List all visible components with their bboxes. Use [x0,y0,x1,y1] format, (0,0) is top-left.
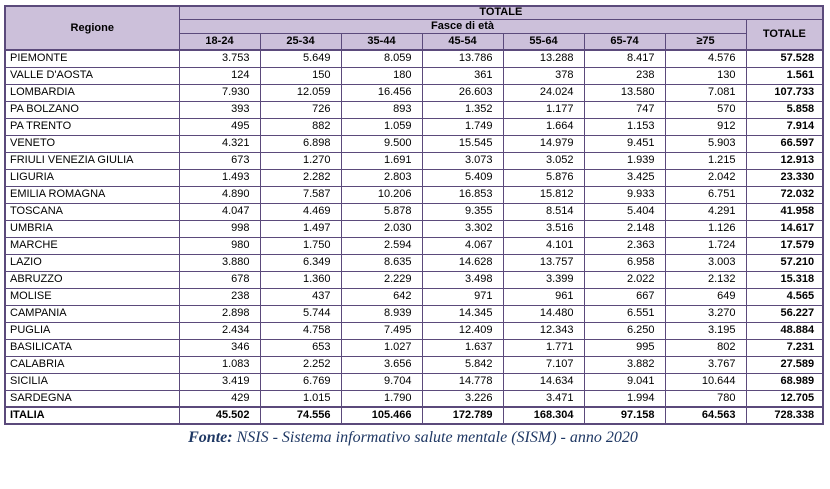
value-cell: 6.769 [260,373,341,390]
value-cell: 16.853 [422,186,503,203]
row-total-cell: 12.705 [746,390,823,407]
value-cell: 495 [179,118,260,135]
value-cell: 14.634 [503,373,584,390]
region-name: LIGURIA [5,169,179,186]
table-row [5,118,823,135]
value-cell: 4.469 [260,203,341,220]
row-total-cell: 66.597 [746,135,823,152]
value-cell: 7.107 [503,356,584,373]
value-cell: 150 [260,67,341,84]
row-total-cell: 56.227 [746,305,823,322]
value-cell: 673 [179,152,260,169]
region-name: UMBRIA [5,220,179,237]
table-row [5,101,823,118]
value-cell: 882 [260,118,341,135]
row-total-cell: 1.561 [746,67,823,84]
region-name: CAMPANIA [5,305,179,322]
value-cell: 6.898 [260,135,341,152]
table-header [5,6,823,50]
region-name: VENETO [5,135,179,152]
value-cell: 13.580 [584,84,665,101]
value-cell: 678 [179,271,260,288]
value-cell: 980 [179,237,260,254]
value-cell: 1.497 [260,220,341,237]
value-cell: 2.229 [341,271,422,288]
region-name: FRIULI VENEZIA GIULIA [5,152,179,169]
value-cell: 130 [665,67,746,84]
value-cell: 5.903 [665,135,746,152]
region-name: LOMBARDIA [5,84,179,101]
value-cell: 3.767 [665,356,746,373]
value-cell: 667 [584,288,665,305]
region-name: VALLE D'AOSTA [5,67,179,84]
value-cell: 346 [179,339,260,356]
value-cell: 3.753 [179,50,260,67]
table-row [5,50,823,67]
table-row [5,203,823,220]
value-cell: 361 [422,67,503,84]
value-cell: 6.551 [584,305,665,322]
value-cell: 3.471 [503,390,584,407]
table-row [5,152,823,169]
value-cell: 5.878 [341,203,422,220]
row-total-cell: 72.032 [746,186,823,203]
row-total-cell: 12.913 [746,152,823,169]
value-cell: 1.724 [665,237,746,254]
value-cell: 3.882 [584,356,665,373]
value-cell: 2.898 [179,305,260,322]
value-cell: 2.434 [179,322,260,339]
value-cell: 3.498 [422,271,503,288]
value-cell: 15.545 [422,135,503,152]
value-cell: 3.003 [665,254,746,271]
value-cell: 45.502 [179,407,260,424]
value-cell: 4.758 [260,322,341,339]
table-row [5,373,823,390]
value-cell: 1.664 [503,118,584,135]
value-cell: 1.153 [584,118,665,135]
value-cell: 6.349 [260,254,341,271]
row-total-cell: 7.914 [746,118,823,135]
totale-column-header: TOTALE [746,19,823,50]
source-text: NSIS - Sistema informativo salute mentale (SISM) - anno 2020 [236,429,638,446]
age-band-header: 65-74 [584,33,665,50]
value-cell: 105.466 [341,407,422,424]
value-cell: 642 [341,288,422,305]
row-total-cell: 728.338 [746,407,823,424]
value-cell: 24.024 [503,84,584,101]
value-cell: 2.252 [260,356,341,373]
value-cell: 7.081 [665,84,746,101]
value-cell: 1.015 [260,390,341,407]
source-label: Fonte: [188,429,233,446]
value-cell: 14.979 [503,135,584,152]
value-cell: 1.493 [179,169,260,186]
table-row [5,169,823,186]
region-name: LAZIO [5,254,179,271]
value-cell: 8.514 [503,203,584,220]
region-name: PA TRENTO [5,118,179,135]
value-cell: 4.576 [665,50,746,67]
value-cell: 2.803 [341,169,422,186]
table-body [5,50,823,424]
table-row [5,271,823,288]
regions-age-table [4,5,824,425]
value-cell: 2.594 [341,237,422,254]
table-row [5,254,823,271]
value-cell: 15.812 [503,186,584,203]
value-cell: 14.628 [422,254,503,271]
value-cell: 3.399 [503,271,584,288]
row-total-cell: 57.210 [746,254,823,271]
value-cell: 3.656 [341,356,422,373]
value-cell: 998 [179,220,260,237]
value-cell: 3.052 [503,152,584,169]
value-cell: 238 [179,288,260,305]
table-row [5,84,823,101]
value-cell: 429 [179,390,260,407]
table-row [5,356,823,373]
value-cell: 1.691 [341,152,422,169]
table-row [5,135,823,152]
row-total-cell: 48.884 [746,322,823,339]
value-cell: 64.563 [665,407,746,424]
table-row [5,220,823,237]
value-cell: 3.195 [665,322,746,339]
value-cell: 7.930 [179,84,260,101]
region-name: ABRUZZO [5,271,179,288]
value-cell: 2.042 [665,169,746,186]
row-total-cell: 27.589 [746,356,823,373]
value-cell: 726 [260,101,341,118]
value-cell: 14.778 [422,373,503,390]
row-total-cell: 23.330 [746,169,823,186]
age-band-header: 45-54 [422,33,503,50]
value-cell: 802 [665,339,746,356]
value-cell: 2.148 [584,220,665,237]
table-row [5,67,823,84]
value-cell: 168.304 [503,407,584,424]
value-cell: 8.417 [584,50,665,67]
value-cell: 6.250 [584,322,665,339]
value-cell: 3.880 [179,254,260,271]
value-cell: 10.644 [665,373,746,390]
value-cell: 1.083 [179,356,260,373]
value-cell: 4.067 [422,237,503,254]
value-cell: 393 [179,101,260,118]
row-total-cell: 41.958 [746,203,823,220]
value-cell: 9.041 [584,373,665,390]
value-cell: 1.994 [584,390,665,407]
region-name: PUGLIA [5,322,179,339]
value-cell: 2.022 [584,271,665,288]
row-total-cell: 5.858 [746,101,823,118]
row-total-cell: 17.579 [746,237,823,254]
region-name: TOSCANA [5,203,179,220]
value-cell: 1.360 [260,271,341,288]
value-cell: 4.047 [179,203,260,220]
value-cell: 893 [341,101,422,118]
value-cell: 172.789 [422,407,503,424]
value-cell: 8.939 [341,305,422,322]
value-cell: 12.343 [503,322,584,339]
value-cell: 13.288 [503,50,584,67]
totale-top-header: TOTALE [179,6,823,19]
value-cell: 780 [665,390,746,407]
value-cell: 1.749 [422,118,503,135]
value-cell: 2.132 [665,271,746,288]
value-cell: 378 [503,67,584,84]
row-total-cell: 107.733 [746,84,823,101]
value-cell: 5.404 [584,203,665,220]
value-cell: 747 [584,101,665,118]
region-name: EMILIA ROMAGNA [5,186,179,203]
value-cell: 2.282 [260,169,341,186]
value-cell: 4.321 [179,135,260,152]
value-cell: 3.270 [665,305,746,322]
regione-column-header: Regione [5,6,179,50]
value-cell: 4.890 [179,186,260,203]
region-name: SICILIA [5,373,179,390]
value-cell: 12.409 [422,322,503,339]
value-cell: 1.059 [341,118,422,135]
value-cell: 16.456 [341,84,422,101]
table-row [5,390,823,407]
table-row [5,322,823,339]
value-cell: 14.345 [422,305,503,322]
table-row [5,305,823,322]
fasce-di-eta-header: Fasce di età [179,19,746,33]
age-band-header: 25-34 [260,33,341,50]
value-cell: 10.206 [341,186,422,203]
value-cell: 649 [665,288,746,305]
age-band-header: 55-64 [503,33,584,50]
region-name: MOLISE [5,288,179,305]
value-cell: 3.073 [422,152,503,169]
value-cell: 1.215 [665,152,746,169]
value-cell: 6.751 [665,186,746,203]
value-cell: 12.059 [260,84,341,101]
value-cell: 180 [341,67,422,84]
table-row [5,288,823,305]
table-row [5,237,823,254]
value-cell: 4.101 [503,237,584,254]
region-name: BASILICATA [5,339,179,356]
table-row [5,339,823,356]
value-cell: 6.958 [584,254,665,271]
source-note [4,429,822,447]
row-total-cell: 7.231 [746,339,823,356]
value-cell: 1.939 [584,152,665,169]
value-cell: 1.177 [503,101,584,118]
value-cell: 995 [584,339,665,356]
row-total-cell: 14.617 [746,220,823,237]
region-name: CALABRIA [5,356,179,373]
region-name: SARDEGNA [5,390,179,407]
value-cell: 5.744 [260,305,341,322]
region-name: MARCHE [5,237,179,254]
value-cell: 9.451 [584,135,665,152]
value-cell: 14.480 [503,305,584,322]
value-cell: 653 [260,339,341,356]
value-cell: 1.771 [503,339,584,356]
header-row-totale [5,6,823,19]
value-cell: 961 [503,288,584,305]
age-band-header: 18-24 [179,33,260,50]
value-cell: 570 [665,101,746,118]
row-total-cell: 57.528 [746,50,823,67]
value-cell: 13.786 [422,50,503,67]
value-cell: 1.027 [341,339,422,356]
value-cell: 7.495 [341,322,422,339]
value-cell: 8.635 [341,254,422,271]
row-total-cell: 15.318 [746,271,823,288]
value-cell: 9.355 [422,203,503,220]
value-cell: 4.291 [665,203,746,220]
value-cell: 2.363 [584,237,665,254]
value-cell: 26.603 [422,84,503,101]
value-cell: 1.750 [260,237,341,254]
value-cell: 7.587 [260,186,341,203]
age-band-header: ≥75 [665,33,746,50]
value-cell: 13.757 [503,254,584,271]
value-cell: 3.419 [179,373,260,390]
value-cell: 2.030 [341,220,422,237]
value-cell: 8.059 [341,50,422,67]
age-band-header: 35-44 [341,33,422,50]
value-cell: 1.637 [422,339,503,356]
value-cell: 9.933 [584,186,665,203]
row-total-cell: 68.989 [746,373,823,390]
value-cell: 5.409 [422,169,503,186]
value-cell: 3.425 [584,169,665,186]
value-cell: 5.876 [503,169,584,186]
table-row [5,186,823,203]
row-total-cell: 4.565 [746,288,823,305]
value-cell: 9.704 [341,373,422,390]
region-name: ITALIA [5,407,179,424]
value-cell: 912 [665,118,746,135]
value-cell: 5.842 [422,356,503,373]
value-cell: 124 [179,67,260,84]
value-cell: 3.302 [422,220,503,237]
value-cell: 238 [584,67,665,84]
value-cell: 9.500 [341,135,422,152]
value-cell: 5.649 [260,50,341,67]
value-cell: 97.158 [584,407,665,424]
region-name: PIEMONTE [5,50,179,67]
region-name: PA BOLZANO [5,101,179,118]
value-cell: 1.352 [422,101,503,118]
value-cell: 1.790 [341,390,422,407]
value-cell: 3.226 [422,390,503,407]
value-cell: 1.270 [260,152,341,169]
value-cell: 1.126 [665,220,746,237]
value-cell: 437 [260,288,341,305]
document-page [0,5,830,489]
value-cell: 74.556 [260,407,341,424]
totals-row [5,407,823,424]
value-cell: 3.516 [503,220,584,237]
value-cell: 971 [422,288,503,305]
